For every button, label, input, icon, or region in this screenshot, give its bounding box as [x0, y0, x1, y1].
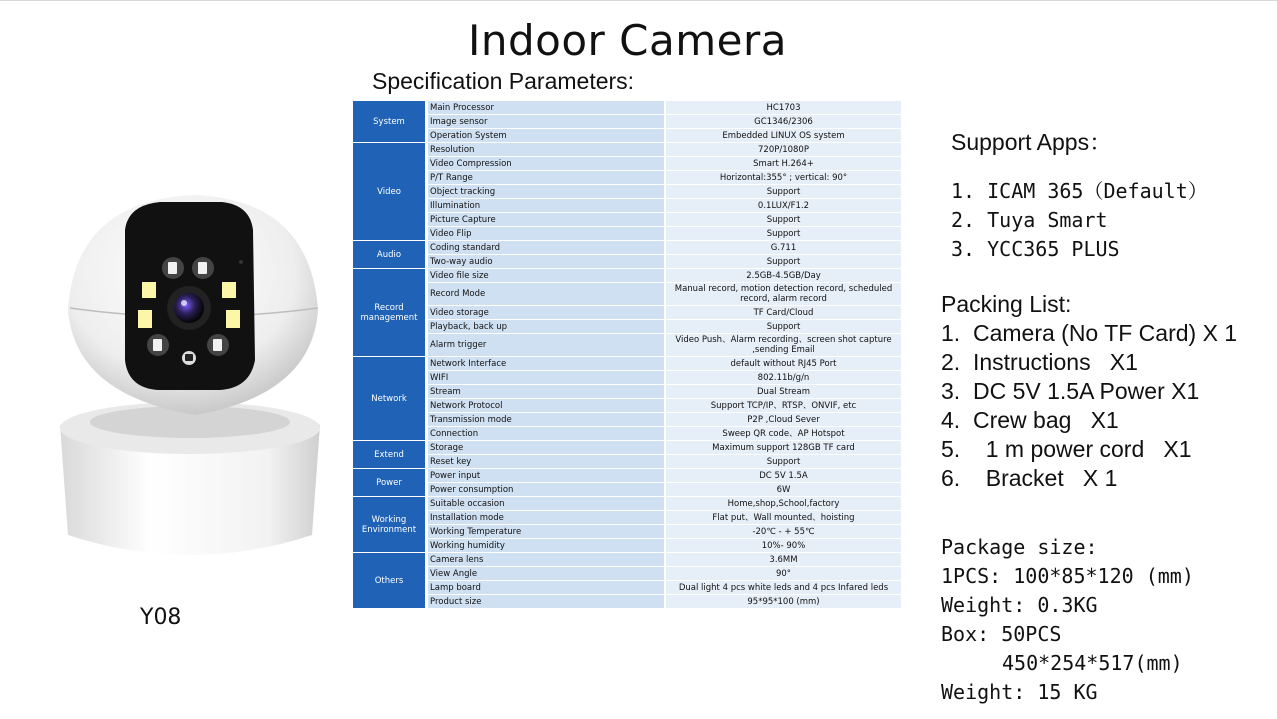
spec-value: Support — [665, 455, 901, 469]
spec-value: -20℃ - + 55℃ — [665, 525, 901, 539]
spec-value: TF Card/Cloud — [665, 306, 901, 320]
spec-value: 720P/1080P — [665, 143, 901, 157]
spec-param: Resolution — [427, 143, 666, 157]
spec-category: System — [353, 101, 427, 143]
spec-category: Others — [353, 553, 427, 609]
spec-param: Working humidity — [427, 539, 666, 553]
table-row — [353, 595, 901, 609]
spec-value: Home,shop,School,factory — [665, 497, 901, 511]
spec-param: Video Flip — [427, 227, 666, 241]
box-quantity: Box: 50PCS — [941, 622, 1062, 646]
spec-param: Stream — [427, 385, 666, 399]
spec-value: Support TCP/IP、RTSP、ONVIF, etc — [665, 399, 901, 413]
spec-param: P/T Range — [427, 171, 666, 185]
table-row — [353, 227, 901, 241]
table-row — [353, 241, 901, 255]
spec-value: Support — [665, 320, 901, 334]
table-row — [353, 334, 901, 357]
spec-value: Support — [665, 185, 901, 199]
table-row — [353, 115, 901, 129]
support-apps-title: Support Apps： — [951, 129, 1113, 155]
spec-value: 6W — [665, 483, 901, 497]
spec-value: 10%- 90% — [665, 539, 901, 553]
table-row — [353, 441, 901, 455]
list-item: 3. DC 5V 1.5A Power X1 — [941, 378, 1200, 404]
table-row — [353, 581, 901, 595]
spec-value: 3.6MM — [665, 553, 901, 567]
spec-param: View Angle — [427, 567, 666, 581]
spec-value: Flat put、Wall mounted、hoisting — [665, 511, 901, 525]
table-row — [353, 357, 901, 371]
top-divider — [0, 0, 1277, 1]
table-row — [353, 399, 901, 413]
spec-value: Horizontal:355° ; vertical: 90° — [665, 171, 901, 185]
spec-category: Extend — [353, 441, 427, 469]
table-row — [353, 255, 901, 269]
spec-param: Video file size — [427, 269, 666, 283]
spec-param: Alarm trigger — [427, 334, 666, 357]
table-row — [353, 567, 901, 581]
spec-param: Suitable occasion — [427, 497, 666, 511]
table-row — [353, 525, 901, 539]
spec-param: Two-way audio — [427, 255, 666, 269]
spec-value: Smart H.264+ — [665, 157, 901, 171]
spec-param: Main Processor — [427, 101, 666, 115]
spec-value: Support — [665, 213, 901, 227]
table-row — [353, 101, 901, 115]
spec-param: WIFI — [427, 371, 666, 385]
spec-value: default without RJ45 Port — [665, 357, 901, 371]
table-row — [353, 553, 901, 567]
spec-value: Maximum support 128GB TF card — [665, 441, 901, 455]
spec-param: Coding standard — [427, 241, 666, 255]
spec-value: DC 5V 1.5A — [665, 469, 901, 483]
table-row — [353, 171, 901, 185]
spec-param: Connection — [427, 427, 666, 441]
spec-param: Transmission mode — [427, 413, 666, 427]
list-item: 4. Crew bag X1 — [941, 407, 1119, 433]
table-row — [353, 283, 901, 306]
package-size-label: Package size: — [941, 535, 1098, 559]
spec-value: GC1346/2306 — [665, 115, 901, 129]
table-row — [353, 185, 901, 199]
spec-value: 90° — [665, 567, 901, 581]
spec-param: Operation System — [427, 129, 666, 143]
spec-category: Record management — [353, 269, 427, 357]
spec-value: 95*95*100 (mm) — [665, 595, 901, 609]
spec-param: Product size — [427, 595, 666, 609]
spec-param: Picture Capture — [427, 213, 666, 227]
spec-category: Video — [353, 143, 427, 241]
spec-value: G.711 — [665, 241, 901, 255]
camera-image — [50, 190, 330, 570]
spec-value: Embedded LINUX OS system — [665, 129, 901, 143]
spec-param: Video storage — [427, 306, 666, 320]
table-row — [353, 385, 901, 399]
support-apps-list — [951, 177, 1208, 264]
spec-param: Camera lens — [427, 553, 666, 567]
spec-param: Installation mode — [427, 511, 666, 525]
table-row — [353, 455, 901, 469]
spec-param: Image sensor — [427, 115, 666, 129]
spec-table — [353, 101, 901, 609]
list-item: 1. ICAM 365（Default） — [951, 179, 1208, 203]
spec-value: Video Push、Alarm recording、screen shot capture ,sending Email — [665, 334, 901, 357]
list-item: 2. Tuya Smart — [951, 208, 1108, 232]
spec-param: Power input — [427, 469, 666, 483]
list-item: 6. Bracket X 1 — [941, 465, 1118, 491]
spec-value: Support — [665, 227, 901, 241]
list-item: 5. 1 m power cord X1 — [941, 436, 1192, 462]
list-item: 1. Camera (No TF Card) X 1 — [941, 320, 1238, 346]
spec-value: Support — [665, 255, 901, 269]
spec-value: Manual record, motion detection record, scheduled record, alarm record — [665, 283, 901, 306]
spec-category: Audio — [353, 241, 427, 269]
spec-value: 2.5GB-4.5GB/Day — [665, 269, 901, 283]
table-row — [353, 371, 901, 385]
spec-category: Power — [353, 469, 427, 497]
packing-list — [941, 319, 1237, 493]
spec-param: Network Interface — [427, 357, 666, 371]
spec-param: Object tracking — [427, 185, 666, 199]
spec-param: Power consumption — [427, 483, 666, 497]
spec-param: Network Protocol — [427, 399, 666, 413]
spec-value: P2P ,Cloud Sever — [665, 413, 901, 427]
spec-param: Lamp board — [427, 581, 666, 595]
page-title: Indoor Camera — [468, 16, 787, 65]
box-size: 450*254*517(mm) — [1002, 651, 1183, 675]
package-info — [941, 533, 1194, 707]
table-row — [353, 469, 901, 483]
table-row — [353, 511, 901, 525]
spec-value: 0.1LUX/F1.2 — [665, 199, 901, 213]
table-row — [353, 539, 901, 553]
package-unit-size: 1PCS: 100*85*120 (mm) — [941, 564, 1194, 588]
list-item: 2. Instructions X1 — [941, 349, 1138, 375]
table-row — [353, 143, 901, 157]
table-row — [353, 320, 901, 334]
spec-heading: Specification Parameters: — [372, 68, 635, 94]
spec-param: Video Compression — [427, 157, 666, 171]
spec-param: Working Temperature — [427, 525, 666, 539]
spec-param: Storage — [427, 441, 666, 455]
table-row — [353, 413, 901, 427]
spec-value: Sweep QR code、AP Hotspot — [665, 427, 901, 441]
spec-value: 802.11b/g/n — [665, 371, 901, 385]
spec-param: Record Mode — [427, 283, 666, 306]
table-row — [353, 483, 901, 497]
list-item: 3. YCC365 PLUS — [951, 237, 1120, 261]
spec-param: Reset key — [427, 455, 666, 469]
spec-value: HC1703 — [665, 101, 901, 115]
spec-value: Dual Stream — [665, 385, 901, 399]
table-row — [353, 269, 901, 283]
spec-param: Illumination — [427, 199, 666, 213]
table-row — [353, 427, 901, 441]
model-label: Y08 — [140, 605, 182, 630]
spec-category: Working Environment — [353, 497, 427, 553]
box-weight: Weight: 15 KG — [941, 680, 1098, 704]
package-unit-weight: Weight: 0.3KG — [941, 593, 1098, 617]
table-row — [353, 157, 901, 171]
table-row — [353, 497, 901, 511]
table-row — [353, 213, 901, 227]
table-row — [353, 199, 901, 213]
table-row — [353, 129, 901, 143]
packing-list-title: Packing List: — [941, 291, 1072, 317]
spec-value: Dual light 4 pcs white leds and 4 pcs Infared leds — [665, 581, 901, 595]
table-row — [353, 306, 901, 320]
spec-category: Network — [353, 357, 427, 441]
spec-param: Playback, back up — [427, 320, 666, 334]
